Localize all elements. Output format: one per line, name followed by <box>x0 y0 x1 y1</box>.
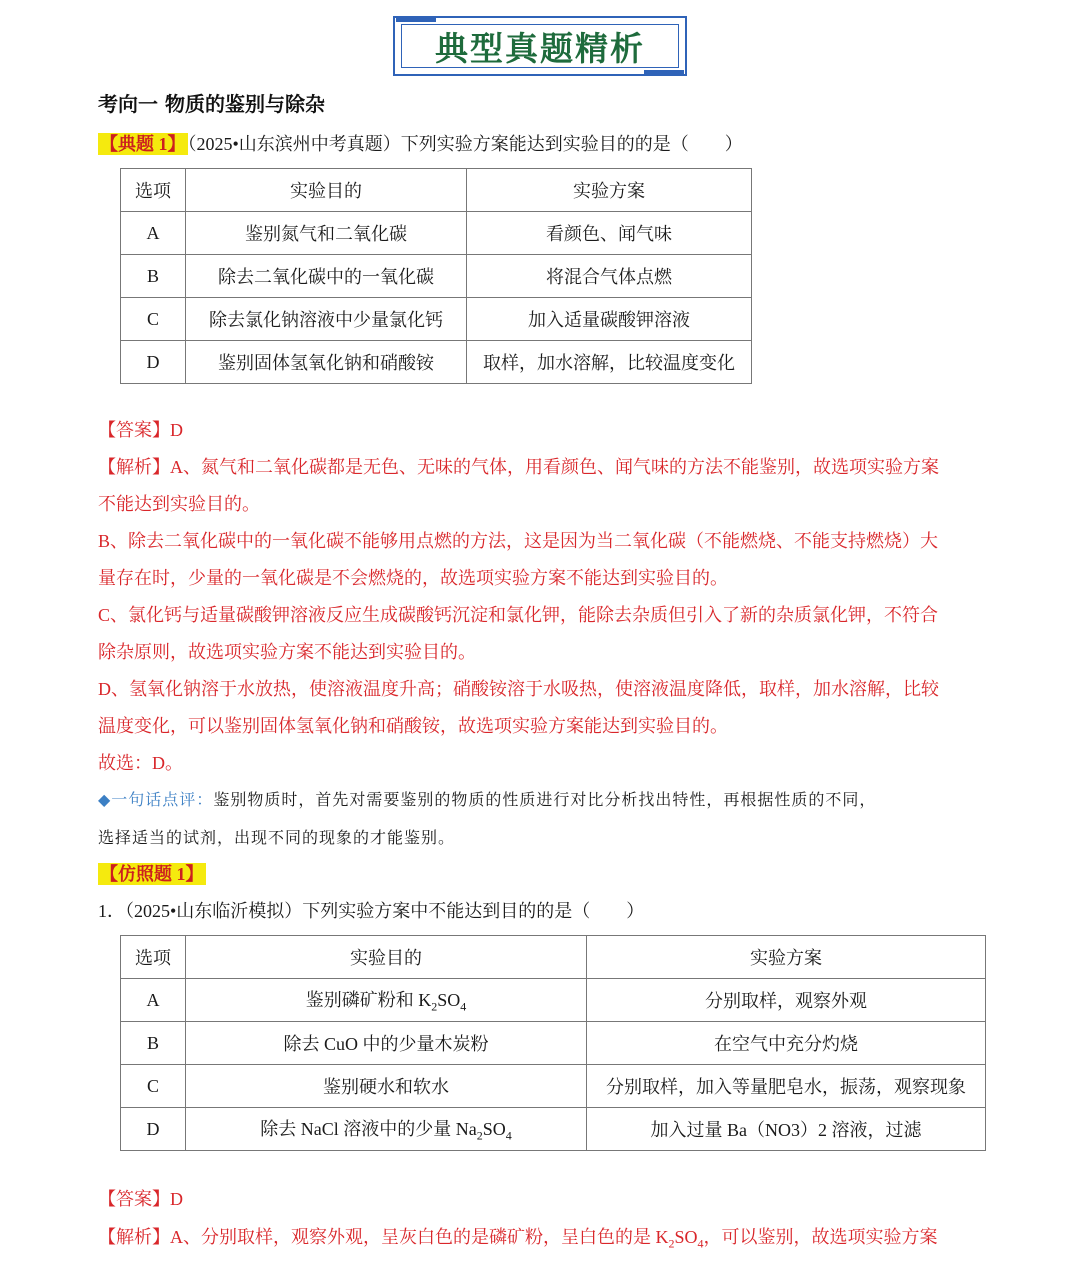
table-cell: D <box>121 1108 186 1151</box>
banner-decoration <box>396 17 436 22</box>
table-cell: 加入过量 Ba（NO3）2 溶液，过滤 <box>587 1108 986 1151</box>
q1-analysis-line: 【解析】A、氮气和二氧化碳都是无色、无味的气体，用看颜色、闻气味的方法不能鉴别，故选项实验方案 <box>98 457 939 477</box>
q2-table <box>120 935 986 1151</box>
q1-conclusion: 故选：D。 <box>98 753 183 773</box>
table-row <box>121 298 752 341</box>
table-cell: 看颜色、闻气味 <box>467 212 752 255</box>
table-row <box>121 212 752 255</box>
banner-title: 典型真题精析 <box>401 24 679 68</box>
q1-analysis-line: D、氢氧化钠溶于水放热，使溶液温度升高；硝酸铵溶于水吸热，使溶液温度降低，取样，加水溶解，比较 <box>98 679 939 699</box>
table-row <box>121 341 752 384</box>
table-cell: 除去 CuO 中的少量木炭粉 <box>186 1022 587 1065</box>
q1-stem: （2025•山东滨州中考真题）下列实验方案能达到实验目的的是（ ） <box>187 134 743 154</box>
table-header-cell: 实验方案 <box>587 936 986 979</box>
title-banner <box>393 16 687 76</box>
q1-analysis-line: 温度变化，可以鉴别固体氢氧化钠和硝酸铵，故选项实验方案能达到实验目的。 <box>98 716 728 736</box>
q1-analysis-line: C、氯化钙与适量碳酸钾溶液反应生成碳酸钙沉淀和氯化钾，能除去杂质但引入了新的杂质氯化钾，不符合 <box>98 605 939 625</box>
section-title: 考向一 物质的鉴别与除杂 <box>98 92 325 116</box>
table-header-cell: 实验目的 <box>186 169 467 212</box>
q1-stem-line <box>98 132 743 156</box>
table-cell: 在空气中充分灼烧 <box>587 1022 986 1065</box>
table-cell: 鉴别氮气和二氧化碳 <box>186 212 467 255</box>
q1-table <box>120 168 752 384</box>
q2-answer: 【答案】D <box>98 1189 183 1209</box>
banner-decoration <box>644 70 684 75</box>
table-row <box>121 1022 986 1065</box>
q2-tag-line <box>98 862 206 886</box>
table-cell: 鉴别固体氢氧化钠和硝酸铵 <box>186 341 467 384</box>
q1-comment-line: 选择适当的试剂，出现不同的现象的才能鉴别。 <box>98 828 456 847</box>
table-header-row <box>121 936 986 979</box>
table-cell: D <box>121 341 186 384</box>
table-cell: 将混合气体点燃 <box>467 255 752 298</box>
q1-analysis-line: 量存在时，少量的一氧化碳是不会燃烧的，故选项实验方案不能达到实验目的。 <box>98 568 728 588</box>
table-cell: 除去氯化钠溶液中少量氯化钙 <box>186 298 467 341</box>
q1-analysis-line: 不能达到实验目的。 <box>98 494 260 514</box>
table-row <box>121 255 752 298</box>
table-cell: 除去 NaCl 溶液中的少量 $Na_2SO_4$ <box>186 1108 587 1151</box>
comment-prefix: ◆一句话点评： <box>98 790 214 809</box>
table-cell: 分别取样，观察外观 <box>587 979 986 1022</box>
table-cell: A <box>121 212 186 255</box>
table-header-cell: 选项 <box>121 936 186 979</box>
table-cell: C <box>121 298 186 341</box>
table-cell: 鉴别硬水和软水 <box>186 1065 587 1108</box>
table-cell: 加入适量碳酸钾溶液 <box>467 298 752 341</box>
table-header-row <box>121 169 752 212</box>
q1-answer: 【答案】D <box>98 420 183 440</box>
table-row <box>121 1108 986 1151</box>
q2-tag: 【仿照题 1】 <box>100 864 204 884</box>
q1-analysis-line: 除杂原则，故选项实验方案不能达到实验目的。 <box>98 642 476 662</box>
q2-stem: 1．（2025•山东临沂模拟）下列实验方案中不能达到目的的是（ ） <box>98 901 645 921</box>
comment-text: 鉴别物质时，首先对需要鉴别的物质的性质进行对比分析找出特性，再根据性质的不同， <box>213 790 877 809</box>
table-cell: 鉴别磷矿粉和 $K_2SO_4$ <box>186 979 587 1022</box>
table-header-cell: 选项 <box>121 169 186 212</box>
q1-comment-line <box>98 788 876 812</box>
table-header-cell: 实验方案 <box>467 169 752 212</box>
table-row <box>121 1065 986 1108</box>
table-cell: 取样，加水溶解，比较温度变化 <box>467 341 752 384</box>
table-cell: C <box>121 1065 186 1108</box>
table-header-cell: 实验目的 <box>186 936 587 979</box>
table-row <box>121 979 986 1022</box>
q1-tag: 【典题 1】 <box>100 134 186 154</box>
table-cell: 除去二氧化碳中的一氧化碳 <box>186 255 467 298</box>
table-cell: B <box>121 255 186 298</box>
q1-analysis-line: B、除去二氧化碳中的一氧化碳不能够用点燃的方法，这是因为当二氧化碳（不能燃烧、不能支持燃烧）大 <box>98 531 939 551</box>
table-cell: A <box>121 979 186 1022</box>
table-cell: 分别取样，加入等量肥皂水，振荡，观察现象 <box>587 1065 986 1108</box>
q2-analysis-line: 【解析】A、分别取样，观察外观，呈灰白色的是磷矿粉，呈白色的是 $K_2SO_4$，可以鉴别，故选项实验方案 <box>98 1227 938 1251</box>
table-cell: B <box>121 1022 186 1065</box>
